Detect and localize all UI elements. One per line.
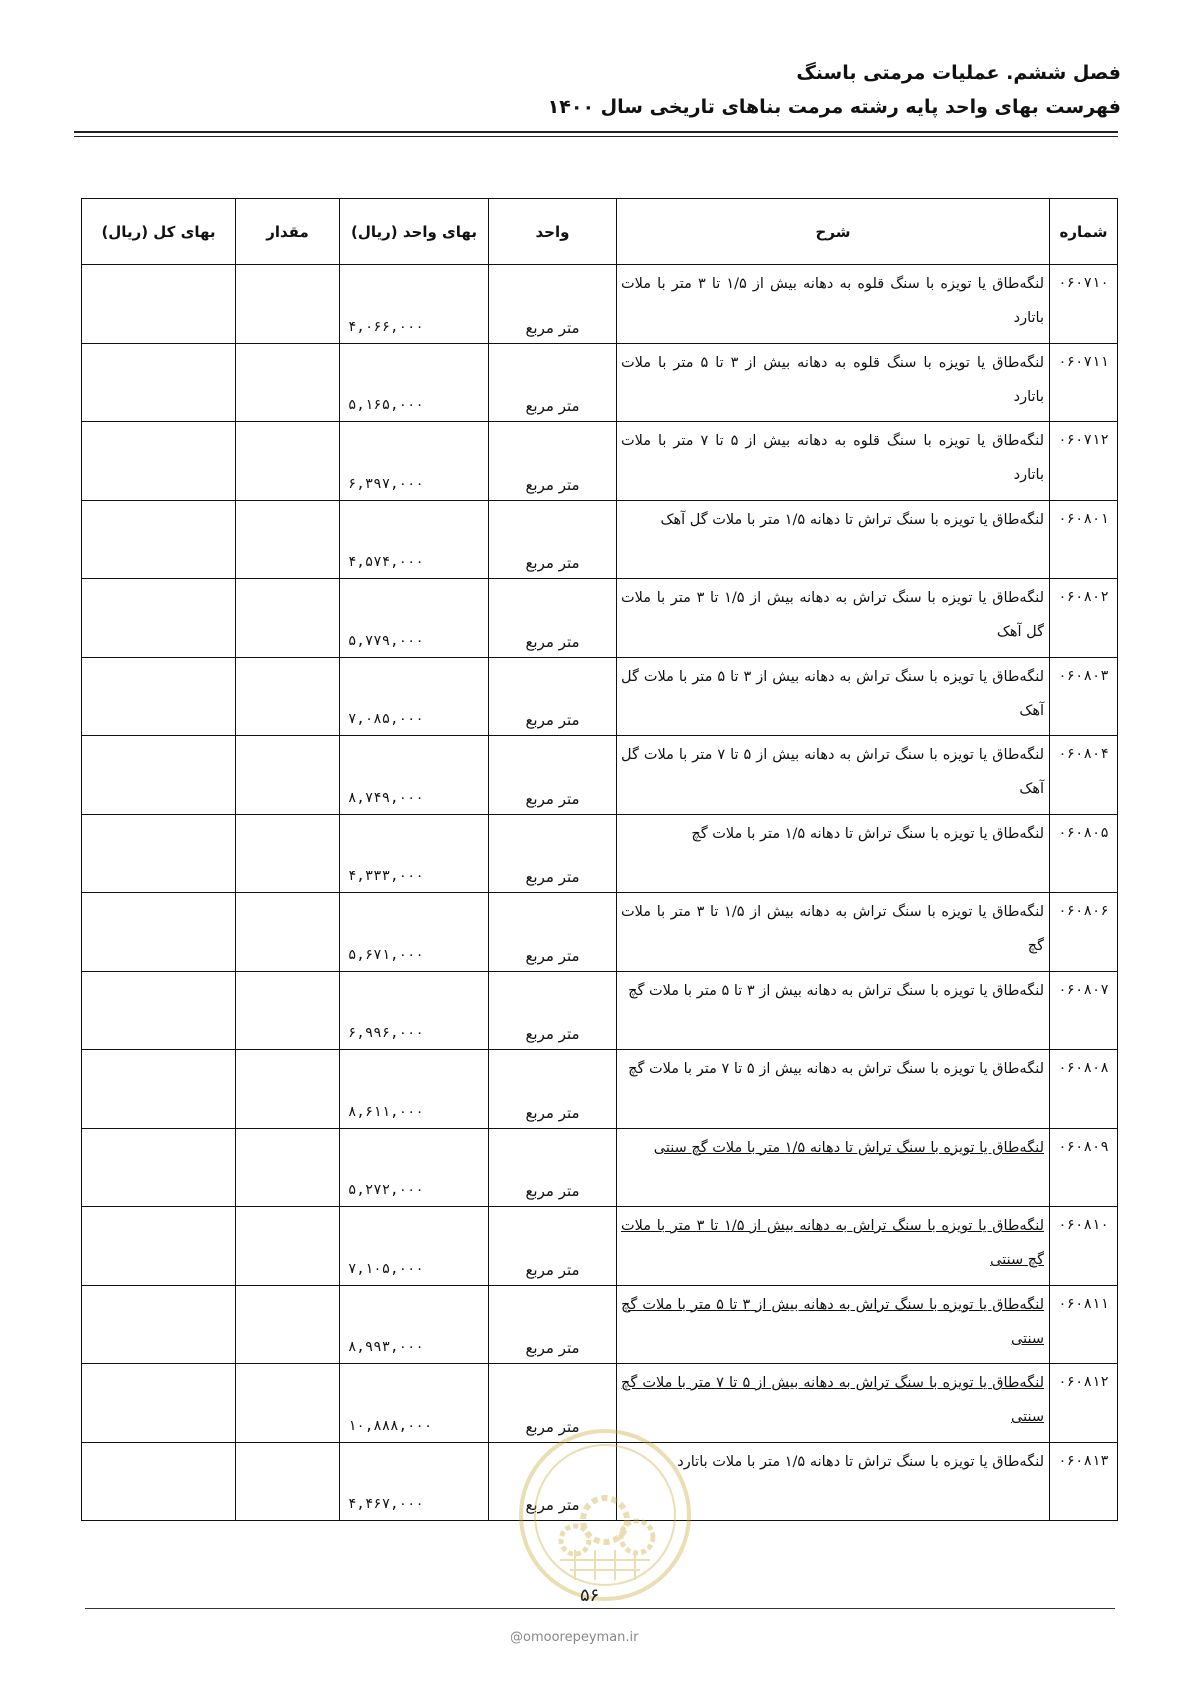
item-quantity[interactable] bbox=[236, 500, 340, 579]
table-row bbox=[82, 1364, 1118, 1443]
col-header-total-price: بهای کل (ریال) bbox=[82, 199, 236, 265]
item-quantity[interactable] bbox=[236, 579, 340, 658]
item-unit: متر مربع bbox=[489, 343, 617, 422]
item-description: لنگه‌طاق یا تویزه با سنگ تراش تا دهانه ۱/۵ متر با ملات گل آهک bbox=[617, 500, 1050, 579]
item-code: ۰۶۰۸۰۹ bbox=[1050, 1128, 1118, 1207]
item-total-price[interactable] bbox=[82, 1442, 236, 1521]
col-header-quantity: مقدار bbox=[236, 199, 340, 265]
item-unit-price: ۸,۹۹۳,۰۰۰ bbox=[340, 1285, 489, 1364]
table-row bbox=[82, 1050, 1118, 1129]
table-row bbox=[82, 265, 1118, 344]
item-unit: متر مربع bbox=[489, 971, 617, 1050]
item-unit: متر مربع bbox=[489, 1364, 617, 1443]
item-unit: متر مربع bbox=[489, 736, 617, 815]
item-unit: متر مربع bbox=[489, 1128, 617, 1207]
table-row bbox=[82, 1442, 1118, 1521]
item-description: لنگه‌طاق یا تویزه با سنگ تراش به دهانه بیش از ۳ تا ۵ متر با ملات گچ bbox=[617, 971, 1050, 1050]
item-quantity[interactable] bbox=[236, 893, 340, 972]
item-total-price[interactable] bbox=[82, 579, 236, 658]
item-quantity[interactable] bbox=[236, 971, 340, 1050]
price-list-table bbox=[81, 198, 1118, 1521]
item-code: ۰۶۰۸۰۷ bbox=[1050, 971, 1118, 1050]
item-quantity[interactable] bbox=[236, 422, 340, 501]
item-code: ۰۶۰۸۰۳ bbox=[1050, 657, 1118, 736]
website-watermark: @omoorepeyman.ir bbox=[510, 1630, 639, 1645]
item-quantity[interactable] bbox=[236, 1285, 340, 1364]
item-unit-price: ۶,۳۹۷,۰۰۰ bbox=[340, 422, 489, 501]
table-row bbox=[82, 971, 1118, 1050]
table-row bbox=[82, 1285, 1118, 1364]
item-description: لنگه‌طاق یا تویزه با سنگ تراش به دهانه بیش از ۱/۵ تا ۳ متر با ملات گل آهک bbox=[617, 579, 1050, 658]
page-number: ۵۶ bbox=[580, 1585, 600, 1606]
item-description bbox=[617, 1285, 1050, 1364]
item-quantity[interactable] bbox=[236, 1050, 340, 1129]
item-code: ۰۶۰۸۱۱ bbox=[1050, 1285, 1118, 1364]
item-unit-price: ۷,۱۰۵,۰۰۰ bbox=[340, 1207, 489, 1286]
item-description-text: لنگه‌طاق یا تویزه با سنگ تراش به دهانه بیش از ۱/۵ تا ۳ متر با ملات گچ سنتی bbox=[621, 1218, 1045, 1268]
item-unit: متر مربع bbox=[489, 265, 617, 344]
item-unit-price: ۴,۰۶۶,۰۰۰ bbox=[340, 265, 489, 344]
item-quantity[interactable] bbox=[236, 265, 340, 344]
item-description: لنگه‌طاق یا تویزه با سنگ قلوه به دهانه بیش از ۳ تا ۵ متر با ملات باتارد bbox=[617, 343, 1050, 422]
item-description: لنگه‌طاق یا تویزه با سنگ تراش به دهانه بیش از ۳ تا ۵ متر با ملات گل آهک bbox=[617, 657, 1050, 736]
item-unit-price: ۴,۵۷۴,۰۰۰ bbox=[340, 500, 489, 579]
table-row bbox=[82, 893, 1118, 972]
item-quantity[interactable] bbox=[236, 1442, 340, 1521]
item-total-price[interactable] bbox=[82, 1285, 236, 1364]
item-unit-price: ۸,۷۴۹,۰۰۰ bbox=[340, 736, 489, 815]
item-description bbox=[617, 1128, 1050, 1207]
table-row bbox=[82, 500, 1118, 579]
item-unit: متر مربع bbox=[489, 1285, 617, 1364]
item-unit: متر مربع bbox=[489, 657, 617, 736]
item-total-price[interactable] bbox=[82, 1128, 236, 1207]
item-quantity[interactable] bbox=[236, 343, 340, 422]
item-unit-price: ۱۰,۸۸۸,۰۰۰ bbox=[340, 1364, 489, 1443]
item-code: ۰۶۰۷۱۱ bbox=[1050, 343, 1118, 422]
item-quantity[interactable] bbox=[236, 814, 340, 893]
col-header-unit: واحد bbox=[489, 199, 617, 265]
page-header bbox=[71, 56, 1121, 124]
table-row bbox=[82, 1128, 1118, 1207]
item-code: ۰۶۰۸۰۲ bbox=[1050, 579, 1118, 658]
item-code: ۰۶۰۸۱۰ bbox=[1050, 1207, 1118, 1286]
item-code: ۰۶۰۸۰۸ bbox=[1050, 1050, 1118, 1129]
item-code: ۰۶۰۸۱۳ bbox=[1050, 1442, 1118, 1521]
item-quantity[interactable] bbox=[236, 736, 340, 815]
header-rule-thin bbox=[74, 136, 1118, 137]
item-unit: متر مربع bbox=[489, 814, 617, 893]
item-description: لنگه‌طاق یا تویزه با سنگ تراش به دهانه بیش از ۱/۵ تا ۳ متر با ملات گچ bbox=[617, 893, 1050, 972]
item-total-price[interactable] bbox=[82, 343, 236, 422]
item-unit-price: ۵,۲۷۲,۰۰۰ bbox=[340, 1128, 489, 1207]
table-row bbox=[82, 422, 1118, 501]
item-quantity[interactable] bbox=[236, 1207, 340, 1286]
item-total-price[interactable] bbox=[82, 1364, 236, 1443]
item-unit-price: ۴,۳۳۳,۰۰۰ bbox=[340, 814, 489, 893]
item-quantity[interactable] bbox=[236, 1128, 340, 1207]
item-unit-price: ۵,۱۶۵,۰۰۰ bbox=[340, 343, 489, 422]
item-unit: متر مربع bbox=[489, 579, 617, 658]
item-unit-price: ۶,۹۹۶,۰۰۰ bbox=[340, 971, 489, 1050]
table-row bbox=[82, 736, 1118, 815]
footer-rule bbox=[85, 1608, 1115, 1609]
item-description-text: لنگه‌طاق یا تویزه با سنگ تراش به دهانه بیش از ۳ تا ۵ متر با ملات گچ سنتی bbox=[621, 1296, 1044, 1347]
item-code: ۰۶۰۷۱۲ bbox=[1050, 422, 1118, 501]
item-code: ۰۶۰۷۱۰ bbox=[1050, 265, 1118, 344]
col-header-description: شرح bbox=[617, 199, 1050, 265]
item-code: ۰۶۰۸۰۱ bbox=[1050, 500, 1118, 579]
item-unit: متر مربع bbox=[489, 1207, 617, 1286]
col-header-unit-price: بهای واحد (ریال) bbox=[340, 199, 489, 265]
table-row bbox=[82, 657, 1118, 736]
item-unit: متر مربع bbox=[489, 422, 617, 501]
item-description-text: لنگه‌طاق یا تویزه با سنگ تراش تا دهانه ۱/۵ متر با ملات گچ سنتی bbox=[653, 1139, 1044, 1156]
item-total-price[interactable] bbox=[82, 736, 236, 815]
item-description-text: لنگه‌طاق یا تویزه با سنگ تراش به دهانه بیش از ۵ تا ۷ متر با ملات گچ سنتی bbox=[621, 1375, 1044, 1425]
item-total-price[interactable] bbox=[82, 265, 236, 344]
item-unit-price: ۸,۶۱۱,۰۰۰ bbox=[340, 1050, 489, 1129]
document-subtitle: فهرست بهای واحد پایه رشته مرمت بناهای تاریخی سال ۱۴۰۰ bbox=[547, 96, 1121, 118]
table-row bbox=[82, 343, 1118, 422]
item-quantity[interactable] bbox=[236, 657, 340, 736]
table-header-row bbox=[82, 199, 1118, 265]
item-unit: متر مربع bbox=[489, 1050, 617, 1129]
item-total-price[interactable] bbox=[82, 500, 236, 579]
item-description: لنگه‌طاق یا تویزه با سنگ تراش تا دهانه ۱/۵ متر با ملات گچ bbox=[617, 814, 1050, 893]
item-code: ۰۶۰۸۰۶ bbox=[1050, 893, 1118, 972]
item-unit: متر مربع bbox=[489, 893, 617, 972]
table-row bbox=[82, 814, 1118, 893]
item-total-price[interactable] bbox=[82, 971, 236, 1050]
item-quantity[interactable] bbox=[236, 1364, 340, 1443]
item-description: لنگه‌طاق یا تویزه با سنگ قلوه به دهانه بیش از ۱/۵ تا ۳ متر با ملات باتارد bbox=[617, 265, 1050, 344]
item-description: لنگه‌طاق یا تویزه با سنگ تراش تا دهانه ۱/۵ متر با ملات باتارد bbox=[617, 1442, 1050, 1521]
table-row bbox=[82, 579, 1118, 658]
item-description bbox=[617, 1364, 1050, 1443]
item-description: لنگه‌طاق یا تویزه با سنگ قلوه به دهانه بیش از ۵ تا ۷ متر با ملات باتارد bbox=[617, 422, 1050, 501]
item-code: ۰۶۰۸۰۵ bbox=[1050, 814, 1118, 893]
item-description bbox=[617, 1207, 1050, 1286]
item-unit-price: ۵,۶۷۱,۰۰۰ bbox=[340, 893, 489, 972]
header-rule-thick bbox=[74, 131, 1118, 133]
item-unit: متر مربع bbox=[489, 500, 617, 579]
item-total-price[interactable] bbox=[82, 1207, 236, 1286]
item-code: ۰۶۰۸۰۴ bbox=[1050, 736, 1118, 815]
item-description: لنگه‌طاق یا تویزه با سنگ تراش به دهانه بیش از ۵ تا ۷ متر با ملات گل آهک bbox=[617, 736, 1050, 815]
item-total-price[interactable] bbox=[82, 814, 236, 893]
item-total-price[interactable] bbox=[82, 1050, 236, 1129]
item-code: ۰۶۰۸۱۲ bbox=[1050, 1364, 1118, 1443]
item-description: لنگه‌طاق یا تویزه با سنگ تراش به دهانه بیش از ۵ تا ۷ متر با ملات گچ bbox=[617, 1050, 1050, 1129]
chapter-title: فصل ششم. عملیات مرمتی باسنگ bbox=[796, 62, 1121, 84]
item-total-price[interactable] bbox=[82, 657, 236, 736]
table-row bbox=[82, 1207, 1118, 1286]
item-unit-price: ۴,۴۶۷,۰۰۰ bbox=[340, 1442, 489, 1521]
item-total-price[interactable] bbox=[82, 893, 236, 972]
item-unit-price: ۵,۷۷۹,۰۰۰ bbox=[340, 579, 489, 658]
item-unit: متر مربع bbox=[489, 1442, 617, 1521]
col-header-number: شماره bbox=[1050, 199, 1118, 265]
item-total-price[interactable] bbox=[82, 422, 236, 501]
item-unit-price: ۷,۰۸۵,۰۰۰ bbox=[340, 657, 489, 736]
